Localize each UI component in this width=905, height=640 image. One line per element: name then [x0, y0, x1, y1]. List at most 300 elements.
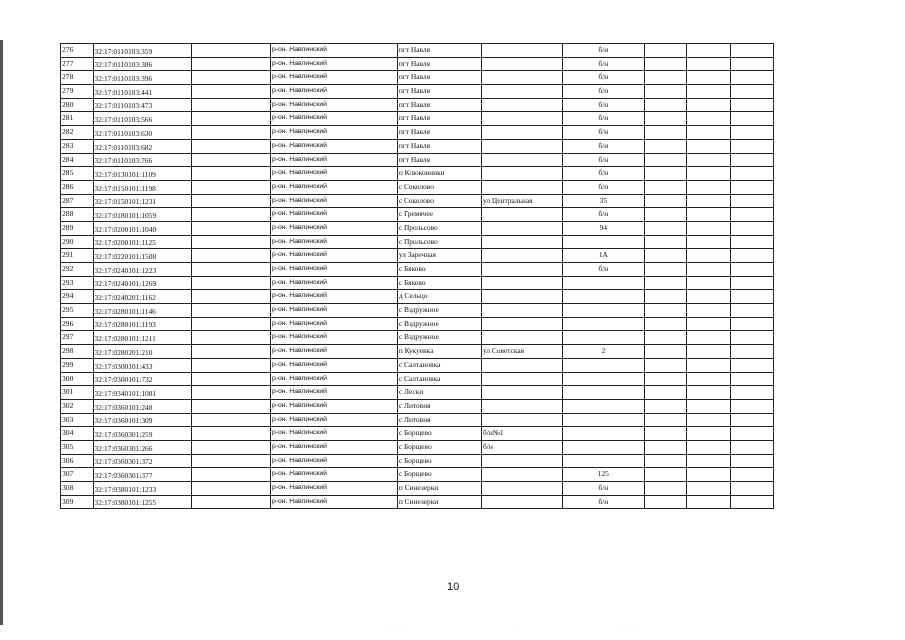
- table-row: [61, 249, 774, 263]
- cell-district: р-он. Навлинский: [270, 358, 397, 372]
- cell-street: [482, 85, 563, 99]
- cell-c3: [192, 167, 271, 181]
- table-row: [61, 358, 774, 372]
- page-number: 10: [447, 581, 460, 593]
- cell-house: [562, 358, 644, 372]
- cell-cadastral: 32:17:0110103:473: [93, 98, 192, 112]
- scan-artifact: · · ·: [385, 622, 404, 628]
- cell-house: б/н: [562, 98, 644, 112]
- cell-c3: [192, 468, 271, 482]
- table-row: [61, 85, 774, 99]
- cell-num: 293: [61, 276, 94, 290]
- cell-c9: [687, 413, 731, 427]
- cell-c10: [731, 482, 774, 496]
- cell-cadastral: 32:17:0360301:372: [93, 454, 192, 468]
- cell-c8: [644, 235, 687, 249]
- cell-c9: [687, 427, 731, 441]
- cell-c10: [731, 180, 774, 194]
- cell-c8: [644, 427, 687, 441]
- cell-house: б/н: [562, 126, 644, 140]
- cell-c3: [192, 57, 271, 71]
- cell-district: р-он. Навлинский: [270, 221, 397, 235]
- cell-c8: [644, 386, 687, 400]
- cell-c3: [192, 126, 271, 140]
- table-row: [61, 57, 774, 71]
- cell-district: р-он. Навлинский: [270, 345, 397, 359]
- cell-district: р-он. Навлинский: [270, 331, 397, 345]
- cell-locality: пгт Навля: [397, 85, 481, 99]
- cell-cadastral: 32:17:0280101:1146: [93, 304, 192, 318]
- cell-house: б/н: [562, 208, 644, 222]
- table-row: [61, 372, 774, 386]
- cell-house: 125: [562, 468, 644, 482]
- cell-c3: [192, 98, 271, 112]
- cell-c3: [192, 276, 271, 290]
- cell-c9: [687, 167, 731, 181]
- cell-locality: с Салтановка: [397, 372, 481, 386]
- cell-district: р-он. Навлинский: [270, 235, 397, 249]
- cell-locality: с Салтановка: [397, 358, 481, 372]
- cell-locality: с Литовня: [397, 399, 481, 413]
- table-row: [61, 235, 774, 249]
- cell-c3: [192, 482, 271, 496]
- cell-district: р-он. Навлинский: [270, 372, 397, 386]
- scan-artifact: ·: [515, 622, 519, 628]
- cell-district: р-он. Навлинский: [270, 399, 397, 413]
- table-row: [61, 194, 774, 208]
- cell-c3: [192, 440, 271, 454]
- cell-num: 285: [61, 167, 94, 181]
- cell-c3: [192, 85, 271, 99]
- cell-district: р-он. Навлинский: [270, 304, 397, 318]
- cell-c9: [687, 126, 731, 140]
- cell-num: 298: [61, 345, 94, 359]
- cell-c9: [687, 85, 731, 99]
- table-row: [61, 44, 774, 58]
- cell-locality: пгт Навля: [397, 57, 481, 71]
- cell-cadastral: 32:17:0110103:566: [93, 112, 192, 126]
- cell-num: 281: [61, 112, 94, 126]
- table-row: [61, 139, 774, 153]
- cell-locality: пгт Навля: [397, 153, 481, 167]
- cell-locality: с Борщево: [397, 454, 481, 468]
- cell-c10: [731, 71, 774, 85]
- cell-locality: пгт Навля: [397, 126, 481, 140]
- cell-c10: [731, 235, 774, 249]
- cell-c9: [687, 358, 731, 372]
- table-row: [61, 263, 774, 277]
- cell-street: [482, 126, 563, 140]
- cell-c9: [687, 331, 731, 345]
- table-body: [61, 44, 774, 509]
- cell-c3: [192, 44, 271, 58]
- cell-cadastral: 32:17:0380101:1255: [93, 495, 192, 509]
- cell-num: 297: [61, 331, 94, 345]
- cell-num: 291: [61, 249, 94, 263]
- cell-c8: [644, 153, 687, 167]
- cell-c3: [192, 331, 271, 345]
- cell-c3: [192, 317, 271, 331]
- cell-street: [482, 235, 563, 249]
- cell-c10: [731, 85, 774, 99]
- cell-street: [482, 317, 563, 331]
- cell-num: 295: [61, 304, 94, 318]
- cell-num: 288: [61, 208, 94, 222]
- cell-c3: [192, 345, 271, 359]
- cell-locality: п Кукуевка: [397, 345, 481, 359]
- cell-c8: [644, 221, 687, 235]
- cell-cadastral: 32:17:0240101:1269: [93, 276, 192, 290]
- cell-cadastral: 32:17:0220101:1508: [93, 249, 192, 263]
- table-row: [61, 399, 774, 413]
- table-row: [61, 413, 774, 427]
- table-row: [61, 112, 774, 126]
- cell-locality: п Клюковники: [397, 167, 481, 181]
- cell-c8: [644, 345, 687, 359]
- scan-artifact: · · ·: [620, 622, 639, 628]
- table-row: [61, 180, 774, 194]
- cell-c3: [192, 208, 271, 222]
- cell-cadastral: 32:17:0110103:396: [93, 71, 192, 85]
- cell-district: р-он. Навлинский: [270, 126, 397, 140]
- cell-c3: [192, 180, 271, 194]
- cell-house: б/н: [562, 167, 644, 181]
- cell-c10: [731, 304, 774, 318]
- cell-street: [482, 468, 563, 482]
- cell-c8: [644, 454, 687, 468]
- cell-c3: [192, 495, 271, 509]
- cell-c3: [192, 290, 271, 304]
- cell-c8: [644, 71, 687, 85]
- cell-house: 35: [562, 194, 644, 208]
- cell-c8: [644, 263, 687, 277]
- cell-house: б/н: [562, 495, 644, 509]
- cell-num: 300: [61, 372, 94, 386]
- cell-c8: [644, 180, 687, 194]
- cell-district: р-он. Навлинский: [270, 208, 397, 222]
- cell-street: [482, 413, 563, 427]
- cell-c10: [731, 221, 774, 235]
- cell-locality: с Лески: [397, 386, 481, 400]
- cell-district: р-он. Навлинский: [270, 139, 397, 153]
- cell-num: 304: [61, 427, 94, 441]
- cell-house: б/н: [562, 139, 644, 153]
- cell-house: [562, 235, 644, 249]
- cell-locality: с Борщево: [397, 427, 481, 441]
- cell-c9: [687, 112, 731, 126]
- cell-street: [482, 304, 563, 318]
- cell-c8: [644, 112, 687, 126]
- cell-house: [562, 372, 644, 386]
- cell-street: ул Центральная: [482, 194, 563, 208]
- cell-c9: [687, 249, 731, 263]
- cell-house: б/н: [562, 85, 644, 99]
- cell-c3: [192, 304, 271, 318]
- cell-num: 279: [61, 85, 94, 99]
- cell-cadastral: 32:17:0240101:1223: [93, 263, 192, 277]
- cell-c9: [687, 263, 731, 277]
- cell-street: [482, 386, 563, 400]
- cell-district: р-он. Навлинский: [270, 85, 397, 99]
- cell-c9: [687, 372, 731, 386]
- cell-c3: [192, 454, 271, 468]
- cell-street: [482, 249, 563, 263]
- cell-district: р-он. Навлинский: [270, 249, 397, 263]
- cell-cadastral: 32:17:0360301:377: [93, 468, 192, 482]
- cell-locality: пгт Навля: [397, 98, 481, 112]
- table-row: [61, 221, 774, 235]
- cell-num: 286: [61, 180, 94, 194]
- cell-c9: [687, 235, 731, 249]
- cell-c9: [687, 57, 731, 71]
- cell-c10: [731, 249, 774, 263]
- cell-c9: [687, 386, 731, 400]
- cell-locality: с Бяково: [397, 263, 481, 277]
- cell-c10: [731, 263, 774, 277]
- cell-district: р-он. Навлинский: [270, 468, 397, 482]
- cell-cadastral: 32:17:0110103:766: [93, 153, 192, 167]
- cell-street: [482, 331, 563, 345]
- cell-c3: [192, 235, 271, 249]
- cell-c10: [731, 345, 774, 359]
- cell-locality: с Прольсово: [397, 235, 481, 249]
- cell-street: б/н№1: [482, 427, 563, 441]
- cell-c10: [731, 427, 774, 441]
- cell-street: ул Советская: [482, 345, 563, 359]
- cell-street: [482, 358, 563, 372]
- table-row: [61, 427, 774, 441]
- cell-district: р-он. Навлинский: [270, 71, 397, 85]
- cell-num: 277: [61, 57, 94, 71]
- cell-c8: [644, 208, 687, 222]
- cell-house: б/н: [562, 71, 644, 85]
- cell-c9: [687, 290, 731, 304]
- cell-c10: [731, 276, 774, 290]
- cell-c3: [192, 372, 271, 386]
- cell-cadastral: 32:17:0360101:248: [93, 399, 192, 413]
- cell-cadastral: 32:17:0110103:441: [93, 85, 192, 99]
- cell-street: [482, 180, 563, 194]
- cell-cadastral: 32:17:0280101:1193: [93, 317, 192, 331]
- cell-c8: [644, 44, 687, 58]
- cell-c3: [192, 71, 271, 85]
- cell-locality: пгт Навля: [397, 139, 481, 153]
- cell-locality: с Литовня: [397, 413, 481, 427]
- cell-cadastral: 32:17:0280101:1211: [93, 331, 192, 345]
- cell-num: 278: [61, 71, 94, 85]
- cell-street: [482, 454, 563, 468]
- cell-street: [482, 153, 563, 167]
- cell-district: р-он. Навлинский: [270, 44, 397, 58]
- table-row: [61, 386, 774, 400]
- cell-c10: [731, 440, 774, 454]
- cell-c9: [687, 139, 731, 153]
- cell-c8: [644, 440, 687, 454]
- cell-c8: [644, 358, 687, 372]
- cell-house: [562, 386, 644, 400]
- cell-house: б/н: [562, 482, 644, 496]
- cell-c3: [192, 221, 271, 235]
- cell-house: [562, 331, 644, 345]
- cell-c10: [731, 153, 774, 167]
- cell-street: [482, 482, 563, 496]
- table-row: [61, 454, 774, 468]
- cell-c10: [731, 413, 774, 427]
- cell-house: 94: [562, 221, 644, 235]
- cell-district: р-он. Навлинский: [270, 153, 397, 167]
- cell-house: б/н: [562, 112, 644, 126]
- table-row: [61, 290, 774, 304]
- cell-num: 276: [61, 44, 94, 58]
- table-row: [61, 126, 774, 140]
- cell-street: [482, 263, 563, 277]
- cell-c9: [687, 304, 731, 318]
- cell-house: [562, 317, 644, 331]
- cell-locality: с Вздружное: [397, 317, 481, 331]
- cell-c10: [731, 126, 774, 140]
- cell-district: р-он. Навлинский: [270, 413, 397, 427]
- cell-street: [482, 290, 563, 304]
- cell-locality: с Гремячее: [397, 208, 481, 222]
- cell-c10: [731, 386, 774, 400]
- cell-cadastral: 32:17:0200101:1040: [93, 221, 192, 235]
- cell-c10: [731, 358, 774, 372]
- cell-num: 284: [61, 153, 94, 167]
- cell-c9: [687, 482, 731, 496]
- cell-c9: [687, 440, 731, 454]
- cell-locality: с Прольсово: [397, 221, 481, 235]
- cell-num: 290: [61, 235, 94, 249]
- cell-c3: [192, 413, 271, 427]
- cell-locality: пгт Навля: [397, 71, 481, 85]
- cell-district: р-он. Навлинский: [270, 482, 397, 496]
- cell-c3: [192, 139, 271, 153]
- cell-c9: [687, 221, 731, 235]
- cell-locality: п Синезерки: [397, 495, 481, 509]
- cell-cadastral: 32:17:0150101:1231: [93, 194, 192, 208]
- cell-locality: ул Заречная: [397, 249, 481, 263]
- cell-house: б/н: [562, 180, 644, 194]
- cell-district: р-он. Навлинский: [270, 440, 397, 454]
- cell-c10: [731, 454, 774, 468]
- cell-house: [562, 427, 644, 441]
- cell-c8: [644, 468, 687, 482]
- cell-street: [482, 71, 563, 85]
- cell-district: р-он. Навлинский: [270, 194, 397, 208]
- cell-c9: [687, 180, 731, 194]
- table-row: [61, 98, 774, 112]
- cell-cadastral: 32:17:0340101:1081: [93, 386, 192, 400]
- cell-c9: [687, 153, 731, 167]
- cell-num: 301: [61, 386, 94, 400]
- cell-locality: с Соколово: [397, 180, 481, 194]
- cell-c3: [192, 386, 271, 400]
- cell-cadastral: 32:17:0110103:359: [93, 44, 192, 58]
- cell-street: [482, 208, 563, 222]
- cell-house: б/н: [562, 57, 644, 71]
- scan-edge-line: [0, 40, 3, 625]
- cell-c9: [687, 468, 731, 482]
- cell-num: 283: [61, 139, 94, 153]
- cell-c10: [731, 372, 774, 386]
- cell-locality: с Вздружное: [397, 304, 481, 318]
- cell-c9: [687, 276, 731, 290]
- table-row: [61, 468, 774, 482]
- cell-c8: [644, 331, 687, 345]
- table-row: [61, 331, 774, 345]
- cell-house: 2: [562, 345, 644, 359]
- cell-c9: [687, 454, 731, 468]
- cell-district: р-он. Навлинский: [270, 263, 397, 277]
- cell-house: [562, 413, 644, 427]
- cell-street: б/н: [482, 440, 563, 454]
- table-row: [61, 495, 774, 509]
- cell-cadastral: 32:17:0110103:386: [93, 57, 192, 71]
- cell-c10: [731, 167, 774, 181]
- cell-house: б/н: [562, 263, 644, 277]
- cell-c10: [731, 317, 774, 331]
- cell-c3: [192, 194, 271, 208]
- cell-district: р-он. Навлинский: [270, 180, 397, 194]
- cell-house: 1А: [562, 249, 644, 263]
- cell-street: [482, 276, 563, 290]
- cell-c10: [731, 139, 774, 153]
- cell-cadastral: 32:17:0360301:259: [93, 427, 192, 441]
- cell-num: 308: [61, 482, 94, 496]
- cell-street: [482, 399, 563, 413]
- cell-cadastral: 32:17:0380101:1233: [93, 482, 192, 496]
- cell-c8: [644, 276, 687, 290]
- cell-c9: [687, 345, 731, 359]
- cell-locality: д Сельцо: [397, 290, 481, 304]
- cell-street: [482, 167, 563, 181]
- cell-house: [562, 454, 644, 468]
- cell-locality: с Бяково: [397, 276, 481, 290]
- cell-c10: [731, 399, 774, 413]
- cell-c8: [644, 495, 687, 509]
- cell-street: [482, 221, 563, 235]
- cell-district: р-он. Навлинский: [270, 112, 397, 126]
- cell-c10: [731, 112, 774, 126]
- table-row: [61, 208, 774, 222]
- cell-district: р-он. Навлинский: [270, 57, 397, 71]
- table-row: [61, 167, 774, 181]
- cell-c3: [192, 153, 271, 167]
- cell-house: [562, 304, 644, 318]
- cell-c9: [687, 44, 731, 58]
- cell-c10: [731, 194, 774, 208]
- cell-locality: с Борщево: [397, 468, 481, 482]
- table-row: [61, 317, 774, 331]
- table-row: [61, 276, 774, 290]
- cell-locality: пгт Навля: [397, 112, 481, 126]
- cell-num: 296: [61, 317, 94, 331]
- cell-c9: [687, 98, 731, 112]
- cell-street: [482, 112, 563, 126]
- cell-c9: [687, 495, 731, 509]
- cell-district: р-он. Навлинский: [270, 386, 397, 400]
- cell-c8: [644, 126, 687, 140]
- cell-c10: [731, 98, 774, 112]
- cell-cadastral: 32:17:0150101:1198: [93, 180, 192, 194]
- cell-c3: [192, 112, 271, 126]
- cell-locality: с Соколово: [397, 194, 481, 208]
- cell-num: 309: [61, 495, 94, 509]
- cell-num: 305: [61, 440, 94, 454]
- property-table: [60, 43, 774, 509]
- cell-c3: [192, 249, 271, 263]
- cell-locality: пгт Навля: [397, 44, 481, 58]
